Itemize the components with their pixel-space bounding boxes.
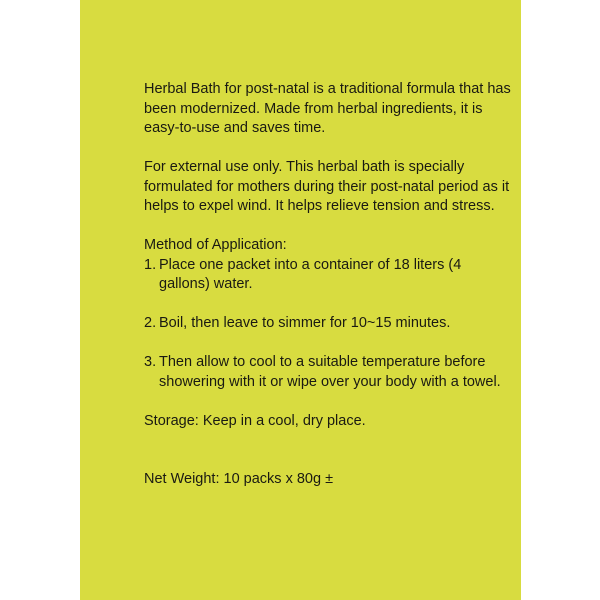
method-heading: Method of Application:: [144, 237, 287, 253]
method-steps: [144, 256, 516, 393]
step-text: Boil, then leave to simmer for 10~15 minutes.: [159, 315, 451, 331]
storage-lead: Storage:: [144, 412, 199, 429]
storage-line: [144, 412, 516, 432]
step-number: 3.: [144, 354, 157, 370]
intro-paragraph: [144, 80, 516, 139]
external-use-body: This herbal bath is specially formulated for mothers during their post-natal period as it helps to expel wind. It helps relieve tension and stress.: [144, 159, 510, 214]
label-text: [144, 80, 516, 490]
intro-body: is a traditional formula that has been modernized. Made from herbal ingredients, it is easy-to-use and saves time.: [144, 81, 511, 136]
net-weight: Net Weight: 10 packs x 80g ±: [144, 471, 334, 487]
method-step-1: [144, 256, 516, 295]
external-use-lead: For external use only.: [144, 159, 283, 175]
step-text: Then allow to cool to a suitable temperature before showering with it or wipe over your body with a towel.: [159, 354, 501, 390]
step-number: 1.: [144, 256, 157, 273]
method-step-2: [144, 314, 516, 334]
intro-lead: Herbal Bath for post-natal: [144, 81, 310, 97]
storage-body: Keep in a cool, dry place.: [198, 412, 366, 429]
method-step-3: [144, 353, 516, 392]
label-panel: [80, 0, 521, 600]
step-number: 2.: [144, 315, 157, 331]
step-text: Place one packet into a container of 18 liters (4 gallons) water.: [159, 256, 462, 292]
external-use-paragraph: [144, 158, 516, 217]
